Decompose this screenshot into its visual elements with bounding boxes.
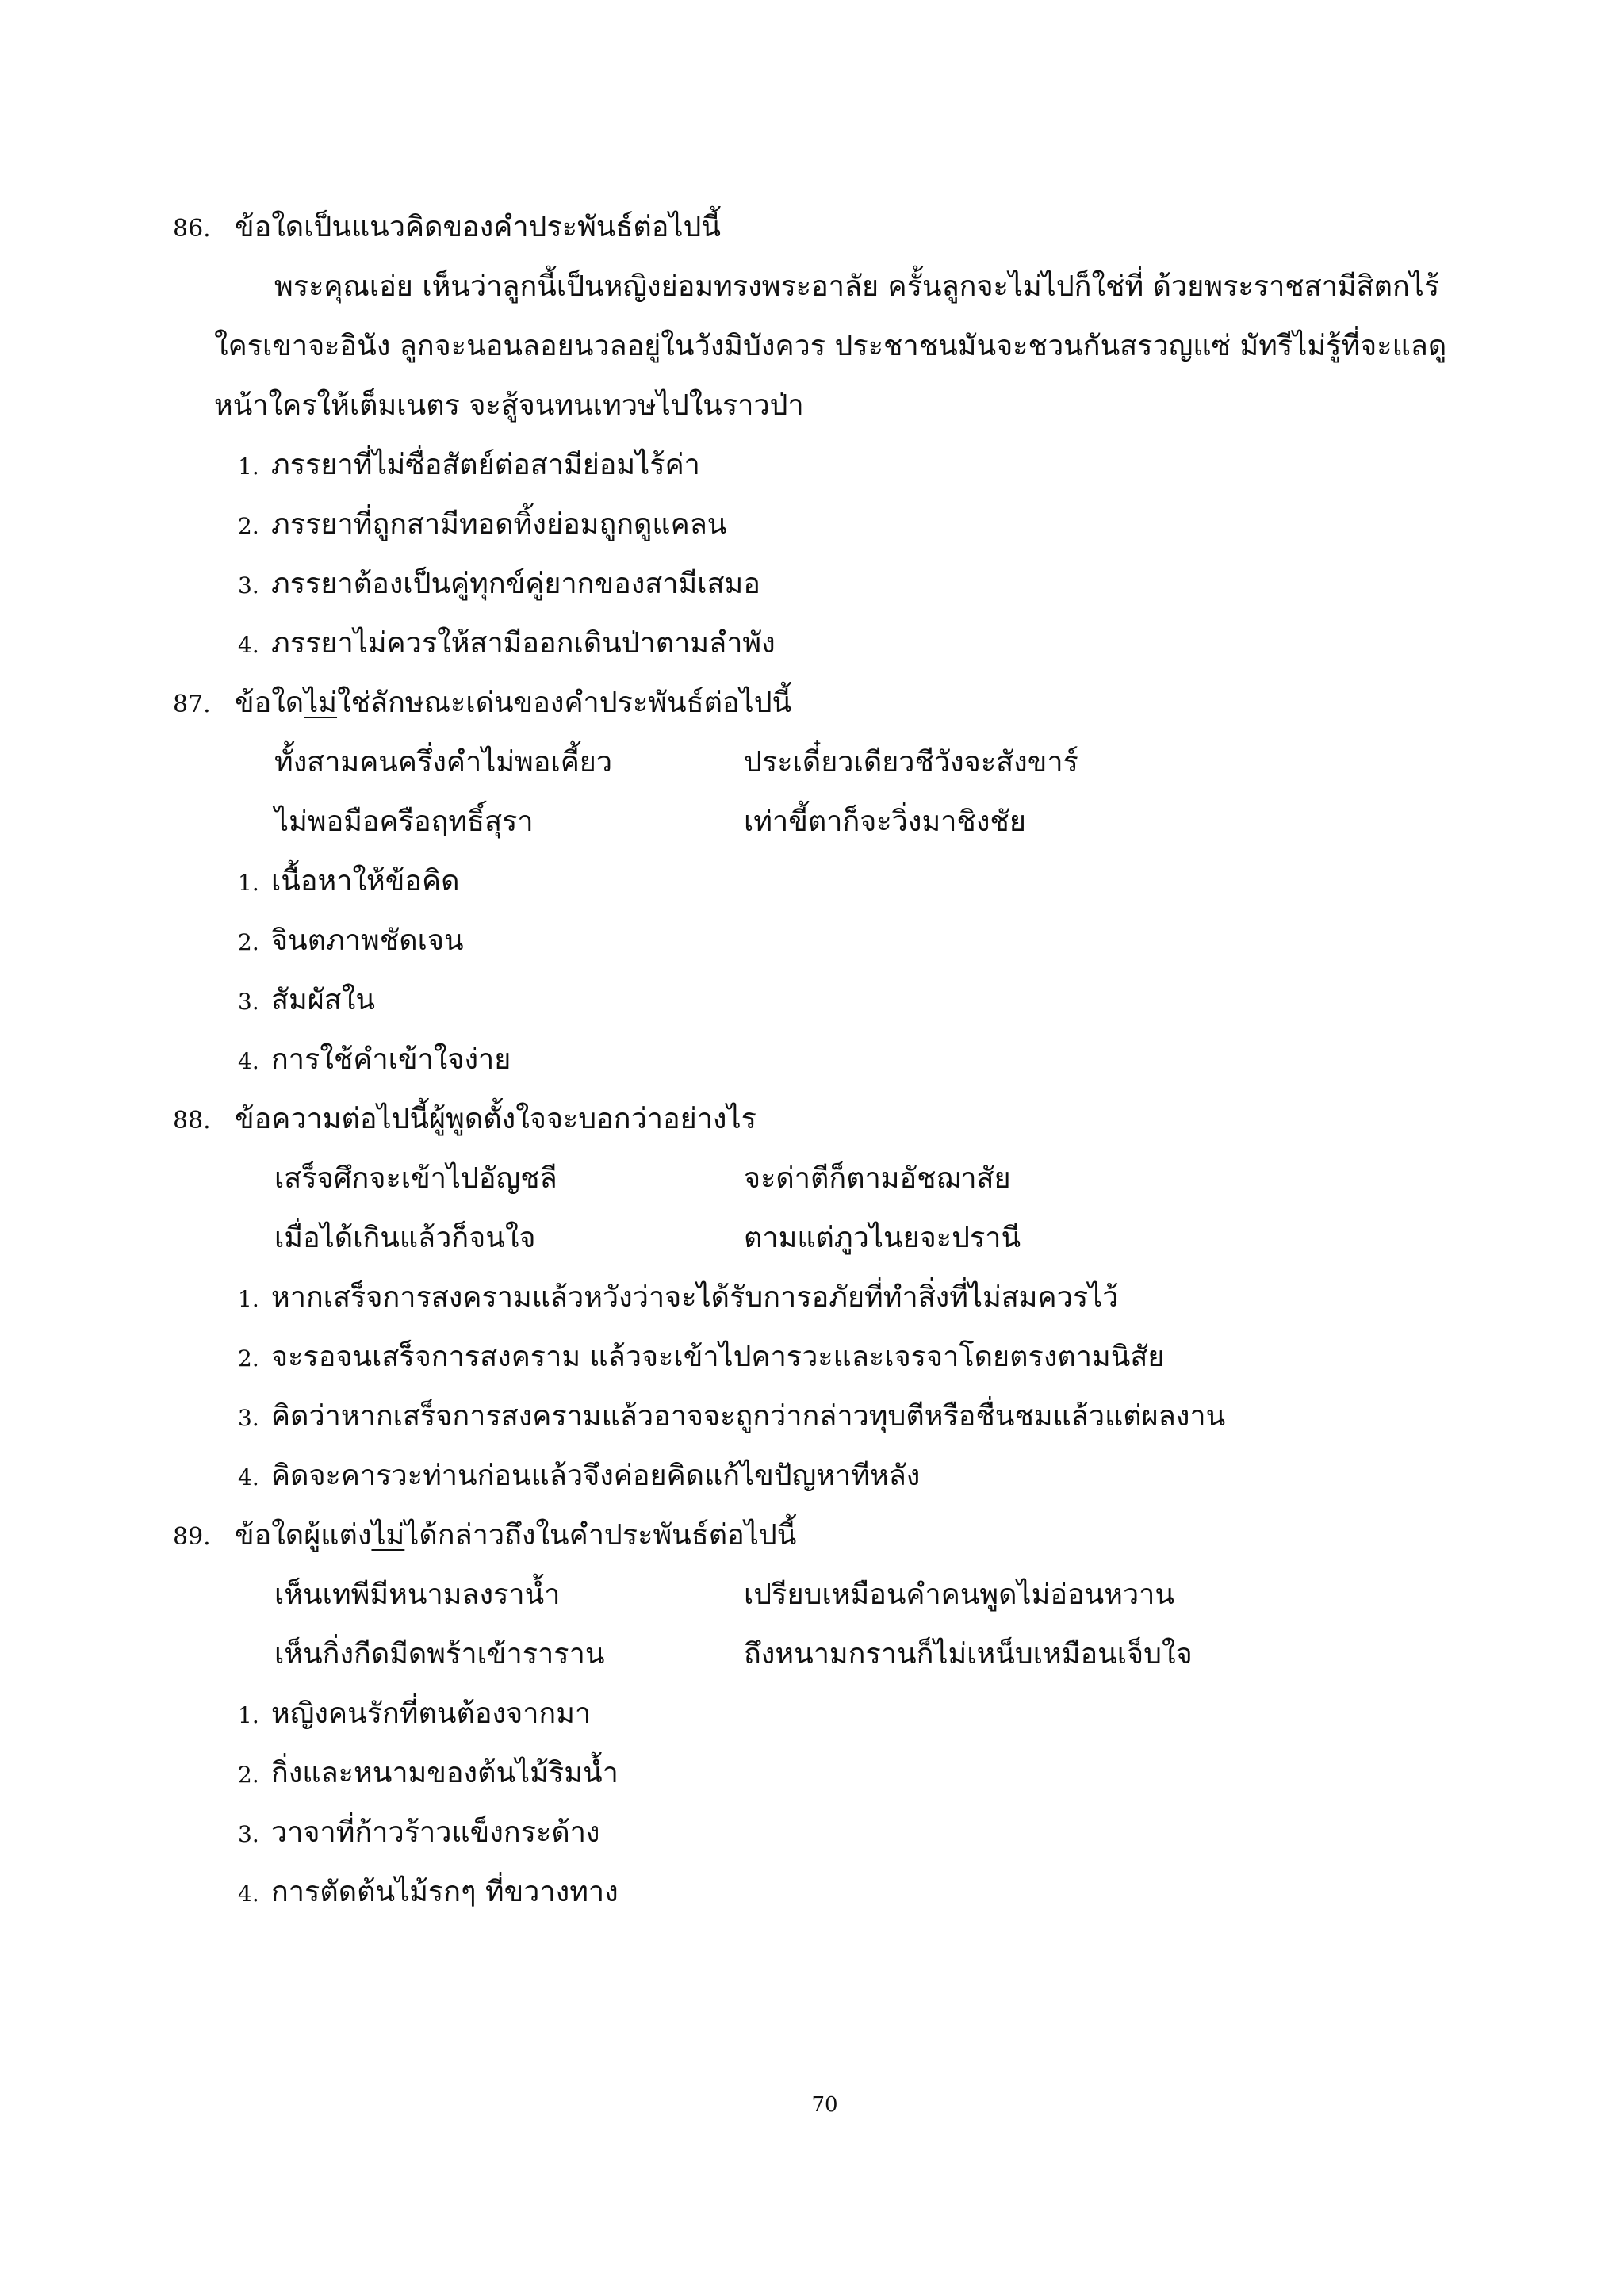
- question-87-option-2: [238, 923, 464, 961]
- question-88-option-3: [238, 1399, 1225, 1437]
- question-number: 88.: [173, 1107, 211, 1135]
- option-text: หากเสร็จการสงครามแล้วหวังว่าจะได้รับการอภัยที่ทำสิ่งที่ไม่สมควรไว้: [271, 1281, 1119, 1314]
- option-number: 4.: [238, 1048, 259, 1074]
- question-87-option-1: [238, 863, 459, 901]
- question-89-option-3: [238, 1815, 600, 1853]
- question-89-stem: [173, 1517, 796, 1556]
- question-text-post: ใช่ลักษณะเด่นของคำประพันธ์ต่อไปนี้: [337, 687, 792, 719]
- option-number: 4.: [238, 632, 259, 658]
- question-86-stem: [173, 209, 721, 247]
- question-89-option-2: [238, 1755, 619, 1793]
- option-text: กิ่งและหนามของต้นไม้ริมน้ำ: [271, 1757, 619, 1789]
- option-text: การตัดต้นไม้รกๆ ที่ขวางทาง: [271, 1876, 619, 1908]
- question-text-underlined: ไม่: [304, 687, 338, 719]
- option-number: 2.: [238, 1762, 259, 1788]
- question-86-option-4: [238, 626, 776, 664]
- question-89-verse-1-right: เปรียบเหมือนคำคนพูดไม่อ่อนหวาน: [744, 1578, 1174, 1611]
- question-89-option-4: [238, 1874, 619, 1912]
- question-text: ข้อความต่อไปนี้ผู้พูดตั้งใจจะบอกว่าอย่างไร: [235, 1103, 756, 1135]
- question-text-post: ได้กล่าวถึงในคำประพันธ์ต่อไปนี้: [404, 1519, 797, 1552]
- page-number: 70: [811, 2093, 838, 2117]
- question-87-option-4: [238, 1042, 511, 1080]
- question-number: 87.: [173, 691, 211, 718]
- question-87-option-3: [238, 982, 375, 1020]
- question-89-verse-2-left: เห็นกิ่งกีดมีดพร้าเข้าราราน: [274, 1638, 605, 1670]
- option-text: สัมผัสใน: [271, 984, 375, 1016]
- question-88-option-2: [238, 1339, 1164, 1377]
- question-86-passage-line-2: ใครเขาจะอินัง ลูกจะนอนลอยนวลอยู่ในวังมิบังควร ประชาชนมันจะชวนกันสรวญแซ่ มัทรีไม่รู้ที่จะแลดู: [214, 330, 1447, 362]
- question-87-verse-2-left: ไม่พอมือครือฤทธิ์สุรา: [274, 806, 534, 838]
- option-text: คิดว่าหากเสร็จการสงครามแล้วอาจจะถูกว่ากล่าวทุบตีหรือชื่นชมแล้วแต่ผลงาน: [271, 1400, 1226, 1433]
- option-number: 1.: [238, 1702, 259, 1728]
- question-88-verse-2-left: เมื่อได้เกินแล้วก็จนใจ: [274, 1222, 536, 1254]
- option-number: 1.: [238, 1286, 259, 1312]
- option-text: เนื้อหาให้ข้อคิด: [271, 865, 460, 897]
- option-number: 1.: [238, 453, 259, 480]
- option-text: จินตภาพชัดเจน: [271, 924, 464, 957]
- question-text-pre: ข้อใดผู้แต่ง: [235, 1519, 372, 1552]
- option-number: 4.: [238, 1464, 259, 1490]
- question-88-verse-1-right: จะด่าตีก็ตามอัชฌาสัย: [744, 1162, 1011, 1195]
- question-86-option-3: [238, 566, 760, 604]
- option-text: ภรรยาที่ถูกสามีทอดทิ้งย่อมถูกดูแคลน: [271, 508, 727, 541]
- question-86-passage-line-3: หน้าใครให้เต็มเนตร จะสู้จนทนเทวษไปในราวป่า: [214, 389, 804, 422]
- option-number: 4.: [238, 1881, 259, 1907]
- question-text: ข้อใดเป็นแนวคิดของคำประพันธ์ต่อไปนี้: [235, 211, 721, 243]
- option-number: 2.: [238, 929, 259, 955]
- option-text: คิดจะคารวะท่านก่อนแล้วจึงค่อยคิดแก้ไขปัญหาทีหลัง: [271, 1460, 921, 1492]
- option-number: 2.: [238, 513, 259, 539]
- question-88-verse-1-left: เสร็จศึกจะเข้าไปอัญชลี: [274, 1162, 557, 1195]
- question-text-pre: ข้อใด: [235, 687, 304, 719]
- question-89-verse-2-right: ถึงหนามกรานก็ไม่เหน็บเหมือนเจ็บใจ: [744, 1638, 1193, 1670]
- option-number: 2.: [238, 1345, 259, 1372]
- question-88-stem: [173, 1101, 756, 1139]
- option-number: 1.: [238, 870, 259, 896]
- question-88-option-4: [238, 1458, 920, 1496]
- question-87-verse-1-right: ประเดี๋ยวเดียวชีวังจะสังขาร์: [744, 746, 1078, 779]
- question-text-underlined: ไม่: [371, 1519, 405, 1552]
- option-number: 3.: [238, 1405, 259, 1431]
- option-text: ภรรยาที่ไม่ซื่อสัตย์ต่อสามีย่อมไร้ค่า: [271, 449, 700, 481]
- option-number: 3.: [238, 572, 259, 599]
- option-number: 3.: [238, 989, 259, 1015]
- question-88-option-1: [238, 1280, 1119, 1318]
- question-88-verse-2-right: ตามแต่ภูวไนยจะปรานี: [744, 1222, 1021, 1254]
- question-86-option-2: [238, 507, 726, 545]
- question-89-verse-1-left: เห็นเทพีมีหนามลงราน้ำ: [274, 1578, 561, 1611]
- option-text: วาจาที่ก้าวร้าวแข็งกระด้าง: [271, 1816, 600, 1849]
- question-number: 86.: [173, 215, 211, 243]
- option-text: หญิงคนรักที่ตนต้องจากมา: [271, 1697, 592, 1730]
- question-87-stem: [173, 685, 791, 723]
- question-87-verse-1-left: ทั้งสามคนครึ่งคำไม่พอเคี้ยว: [274, 746, 613, 779]
- option-text: จะรอจนเสร็จการสงคราม แล้วจะเข้าไปคารวะและเจรจาโดยตรงตามนิสัย: [271, 1341, 1165, 1373]
- option-text: ภรรยาต้องเป็นคู่ทุกข์คู่ยากของสามีเสมอ: [271, 568, 760, 600]
- option-text: ภรรยาไม่ควรให้สามีออกเดินป่าตามลำพัง: [271, 627, 776, 660]
- question-89-option-1: [238, 1696, 591, 1734]
- question-86-passage-line-1: พระคุณเอ่ย เห็นว่าลูกนี้เป็นหญิงย่อมทรงพระอาลัย ครั้นลูกจะไม่ไปก็ใช่ที่ ด้วยพระราชสามีสิตกไร้: [274, 270, 1440, 303]
- question-87-verse-2-right: เท่าขี้ตาก็จะวิ่งมาชิงชัย: [744, 806, 1026, 838]
- option-text: การใช้คำเข้าใจง่าย: [271, 1043, 511, 1076]
- option-number: 3.: [238, 1821, 259, 1847]
- question-86-option-1: [238, 447, 700, 485]
- question-number: 89.: [173, 1523, 211, 1551]
